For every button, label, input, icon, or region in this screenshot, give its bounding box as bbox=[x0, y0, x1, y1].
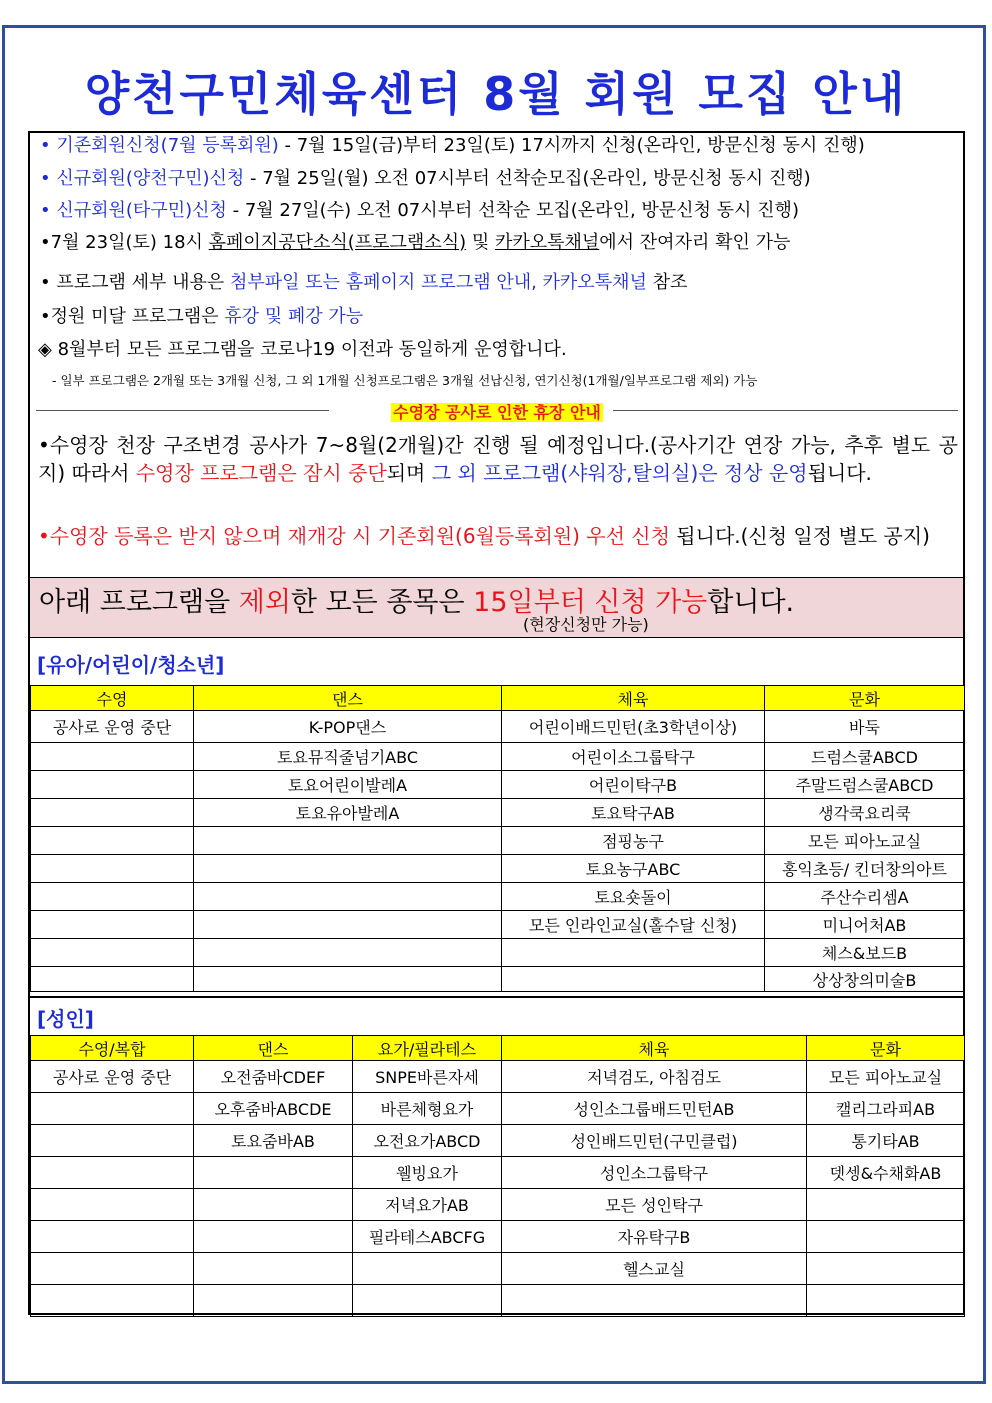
column-header: 문화 bbox=[807, 1036, 965, 1061]
table-cell: 어린이탁구B bbox=[502, 771, 765, 799]
table-cell: 생각쿡요리쿡 bbox=[765, 799, 965, 827]
adult-section-heading: [성인] bbox=[37, 1007, 94, 1031]
table-cell: 모든 피아노교실 bbox=[765, 827, 965, 855]
table-cell: 홍익초등/ 킨더창의아트 bbox=[765, 855, 965, 883]
table-cell bbox=[31, 771, 194, 799]
table-cell bbox=[31, 1093, 194, 1125]
homepage-link[interactable]: 홈페이지공단소식(프로그램소식) bbox=[208, 232, 467, 253]
table-cell: SNPE바른자세 bbox=[353, 1061, 502, 1093]
table-header-row bbox=[31, 1036, 965, 1061]
table-row bbox=[31, 827, 965, 855]
table-cell bbox=[194, 1285, 353, 1317]
table-cell bbox=[353, 1253, 502, 1285]
adult-program-table bbox=[30, 1035, 965, 1317]
table-cell: 토요뮤직줄넘기ABC bbox=[194, 743, 502, 771]
notice-cancellation: •정원 미달 프로그램은 휴강 및 폐강 가능 bbox=[40, 306, 364, 327]
table-cell: 공사로 운영 중단 bbox=[31, 1061, 194, 1093]
table-cell: 성인소그룹탁구 bbox=[502, 1157, 807, 1189]
table-cell: 공사로 운영 중단 bbox=[31, 711, 194, 743]
table-cell: 토요농구ABC bbox=[502, 855, 765, 883]
table-cell bbox=[807, 1253, 965, 1285]
table-cell: 바른체형요가 bbox=[353, 1093, 502, 1125]
table-row bbox=[31, 799, 965, 827]
table-cell bbox=[353, 1285, 502, 1317]
youth-program-table bbox=[30, 685, 965, 992]
table-cell: 체스&보드B bbox=[765, 939, 965, 967]
closure-paragraph-2: •수영장 등록은 받지 않으며 재개강 시 기존회원(6월등록회원) 우선 신청 됩니다.(신청 일정 별도 공지) bbox=[38, 524, 930, 548]
table-row bbox=[31, 1285, 965, 1317]
table-cell bbox=[194, 827, 502, 855]
table-cell: 토요탁구AB bbox=[502, 799, 765, 827]
table-row bbox=[31, 1157, 965, 1189]
table-cell: 주산수리셈A bbox=[765, 883, 965, 911]
table-cell bbox=[194, 1221, 353, 1253]
table-cell bbox=[194, 967, 502, 992]
table-cell: 토요줌바AB bbox=[194, 1125, 353, 1157]
table-cell: 오전줌바CDEF bbox=[194, 1061, 353, 1093]
table-cell bbox=[807, 1285, 965, 1317]
table-cell: 미니어처AB bbox=[765, 911, 965, 939]
closure-heading: 수영장 공사로 인한 휴장 안내 bbox=[36, 400, 958, 422]
table-cell: 점핑농구 bbox=[502, 827, 765, 855]
table-cell: 저녁요가AB bbox=[353, 1189, 502, 1221]
table-cell bbox=[194, 883, 502, 911]
table-cell bbox=[31, 967, 194, 992]
table-row bbox=[31, 743, 965, 771]
table-cell bbox=[31, 855, 194, 883]
table-cell: 자유탁구B bbox=[502, 1221, 807, 1253]
table-header-row bbox=[31, 686, 965, 711]
table-row bbox=[31, 1253, 965, 1285]
table-cell bbox=[31, 1253, 194, 1285]
table-cell bbox=[31, 1189, 194, 1221]
column-header: 체육 bbox=[502, 1036, 807, 1061]
table-cell bbox=[31, 1221, 194, 1253]
table-cell: 성인배드민턴(구민클럽) bbox=[502, 1125, 807, 1157]
table-cell bbox=[194, 855, 502, 883]
table-cell bbox=[31, 939, 194, 967]
table-row bbox=[31, 911, 965, 939]
table-row bbox=[31, 855, 965, 883]
table-cell bbox=[194, 1189, 353, 1221]
table-cell bbox=[31, 799, 194, 827]
table-cell bbox=[31, 743, 194, 771]
table-row bbox=[31, 711, 965, 743]
notice-remaining-seats: •7월 23일(토) 18시 홈페이지공단소식(프로그램소식) 및 카카오톡채널에서 잔여자리 확인 가능 bbox=[40, 232, 791, 253]
table-cell bbox=[31, 827, 194, 855]
table-cell: 토요유아발레A bbox=[194, 799, 502, 827]
registration-banner: 아래 프로그램을 제외한 모든 종목은 15일부터 신청 가능합니다. (현장신청만 가능) bbox=[30, 577, 963, 638]
youth-section-heading: [유아/어린이/청소년] bbox=[37, 653, 225, 677]
table-cell bbox=[194, 911, 502, 939]
notice-existing-members: • 기존회원신청(7월 등록회원) - 7월 15일(금)부터 23일(토) 17시까지 신청(온라인, 방문신청 동시 진행) bbox=[40, 135, 865, 156]
table-cell: 저녁검도, 아침검도 bbox=[502, 1061, 807, 1093]
table-cell bbox=[31, 883, 194, 911]
table-cell bbox=[194, 1253, 353, 1285]
column-header: 문화 bbox=[765, 686, 965, 711]
notice-new-nonresidents: • 신규회원(타구민)신청 - 7월 27일(수) 오전 07시부터 선착순 모집(온라인, 방문신청 동시 진행) bbox=[40, 200, 799, 221]
table-cell bbox=[502, 967, 765, 992]
table-cell: K-POP댄스 bbox=[194, 711, 502, 743]
table-cell: 캘리그라피AB bbox=[807, 1093, 965, 1125]
column-header: 댄스 bbox=[194, 686, 502, 711]
table-cell: 오전요가ABCD bbox=[353, 1125, 502, 1157]
section-divider bbox=[30, 996, 963, 998]
column-header: 체육 bbox=[502, 686, 765, 711]
table-row bbox=[31, 883, 965, 911]
table-cell: 헬스교실 bbox=[502, 1253, 807, 1285]
table-cell bbox=[502, 939, 765, 967]
kakao-channel-link[interactable]: 카카오톡채널 bbox=[494, 232, 600, 253]
notice-operation: ◈ 8월부터 모든 프로그램을 코로나19 이전과 동일하게 운영합니다. bbox=[38, 339, 567, 360]
table-cell bbox=[31, 911, 194, 939]
table-cell: 성인소그룹배드민턴AB bbox=[502, 1093, 807, 1125]
notice-program-details: • 프로그램 세부 내용은 첨부파일 또는 홈페이지 프로그램 안내, 카카오톡채널 참조 bbox=[40, 272, 688, 293]
table-cell: 통기타AB bbox=[807, 1125, 965, 1157]
table-cell bbox=[807, 1221, 965, 1253]
table-row bbox=[31, 967, 965, 992]
table-cell bbox=[807, 1189, 965, 1221]
closure-paragraph-1: •수영장 천장 구조변경 공사가 7~8월(2개월)간 진행 될 예정입니다.(공사기간 연장 가능, 추후 별도 공지) 따라서 수영장 프로그램은 잠시 중단되며 그 외 프로그램(샤워장,탈의실)은 정상 운영됩니다. bbox=[38, 433, 958, 485]
table-cell: 토요어린이발레A bbox=[194, 771, 502, 799]
table-cell bbox=[31, 1157, 194, 1189]
table-cell bbox=[31, 1125, 194, 1157]
table-row bbox=[31, 1221, 965, 1253]
column-header: 댄스 bbox=[194, 1036, 353, 1061]
table-cell bbox=[502, 1285, 807, 1317]
notice-new-residents: • 신규회원(양천구민)신청 - 7월 25일(월) 오전 07시부터 선착순모집(온라인, 방문신청 동시 진행) bbox=[40, 168, 811, 189]
page-title: 양천구민체육센터 8월 회원 모집 안내 bbox=[84, 67, 908, 121]
table-cell: 필라테스ABCFG bbox=[353, 1221, 502, 1253]
table-cell: 주말드럼스쿨ABCD bbox=[765, 771, 965, 799]
table-cell: 뎃셍&수채화AB bbox=[807, 1157, 965, 1189]
table-row bbox=[31, 1125, 965, 1157]
table-cell bbox=[31, 1285, 194, 1317]
column-header: 요가/필라테스 bbox=[353, 1036, 502, 1061]
column-header: 수영 bbox=[31, 686, 194, 711]
table-cell: 어린이소그룹탁구 bbox=[502, 743, 765, 771]
notice-registration-terms: - 일부 프로그램은 2개월 또는 3개월 신청, 그 외 1개월 신청프로그램은 3개월 선납신청, 연기신청(1개월/일부프로그램 제외) 가능 bbox=[52, 373, 758, 388]
table-cell: 상상창의미술B bbox=[765, 967, 965, 992]
table-cell: 웰빙요가 bbox=[353, 1157, 502, 1189]
column-header: 수영/복합 bbox=[31, 1036, 194, 1061]
table-cell: 어린이배드민턴(초3학년이상) bbox=[502, 711, 765, 743]
table-cell: 드럼스쿨ABCD bbox=[765, 743, 965, 771]
table-cell: 모든 인라인교실(홀수달 신청) bbox=[502, 911, 765, 939]
table-row bbox=[31, 1061, 965, 1093]
table-cell: 오후줌바ABCDE bbox=[194, 1093, 353, 1125]
table-cell: 토요숏돌이 bbox=[502, 883, 765, 911]
table-cell: 바둑 bbox=[765, 711, 965, 743]
table-cell: 모든 성인탁구 bbox=[502, 1189, 807, 1221]
table-row bbox=[31, 771, 965, 799]
table-cell bbox=[194, 1157, 353, 1189]
table-row bbox=[31, 939, 965, 967]
table-cell bbox=[194, 939, 502, 967]
table-row bbox=[31, 1093, 965, 1125]
table-cell: 모든 피아노교실 bbox=[807, 1061, 965, 1093]
table-row bbox=[31, 1189, 965, 1221]
